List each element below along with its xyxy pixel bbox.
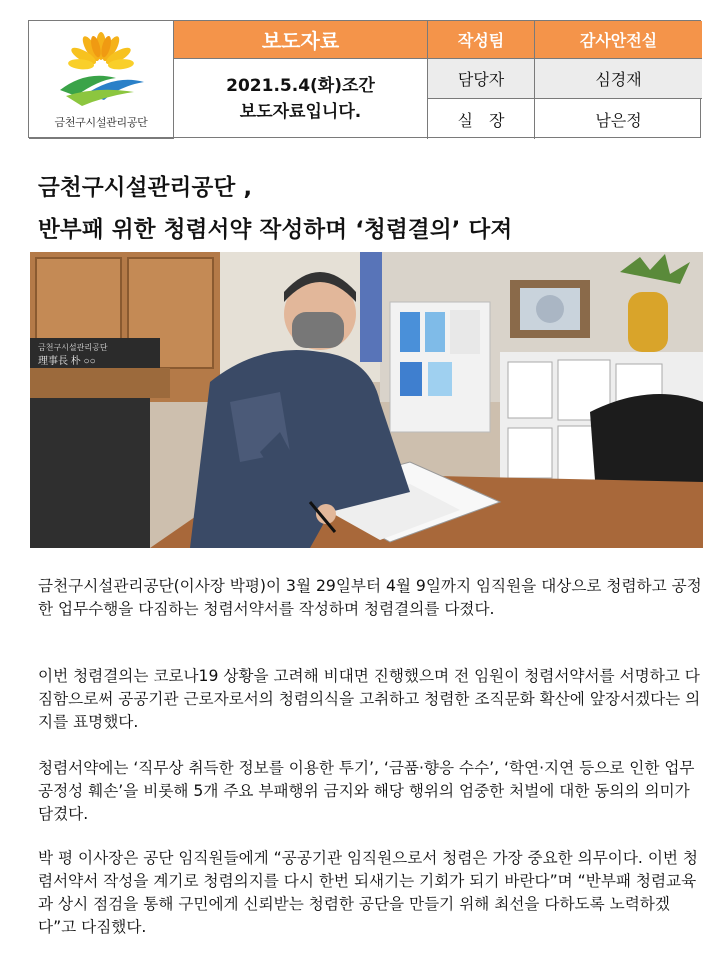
headline-line-1: 금천구시설관리공단 , xyxy=(38,175,253,201)
paragraph-1: 금천구시설관리공단(이사장 박평)이 3월 29일부터 4월 9일까지 임직원을 대상으로 청렴하고 공정한 업무수행을 다짐하는 청렴서약서를 작성하며 청렴결의를 다졌다. xyxy=(38,577,702,618)
headline-line-2: 반부패 위한 청렴서약 작성하며 ‘청렴결의’ 다져 xyxy=(38,217,513,243)
release-date xyxy=(174,59,428,139)
release-date-line: 2021.5.4(화)조간 xyxy=(226,76,375,96)
org-name: 금천구시설관리공단 xyxy=(54,115,148,129)
director-value: 남은정 xyxy=(595,110,642,130)
director-label: 실 장 xyxy=(428,99,535,139)
logo-block xyxy=(29,21,174,139)
release-date-sub: 보도자료입니다. xyxy=(239,102,362,122)
paragraph-3: 청렴서약에는 ‘직무상 취득한 정보를 이용한 투기’, ‘금품·향응 수수’, ‘학연·지연 등으로 인한 업무 공정성 훼손’을 비롯해 5개 주요 부패행위 금지와 해당 행위의 엄중한 처벌에 대한 동의의 의미가 담겼다. xyxy=(38,759,695,823)
contact-label: 담당자 xyxy=(428,59,535,99)
author-team-value: 감사안전실 xyxy=(535,21,702,59)
sunflower-logo-icon xyxy=(46,30,156,112)
nameplate-name: 理事長 朴 ○○ xyxy=(38,356,96,367)
signing-photo xyxy=(30,252,703,548)
author-team-label: 작성팀 xyxy=(428,21,535,59)
photo-illustration xyxy=(30,252,703,548)
contact-value: 심경재 xyxy=(535,59,702,99)
press-release-header xyxy=(28,20,701,138)
nameplate-top: 금천구시설관리공단 xyxy=(38,343,108,352)
paragraph-2: 이번 청렴결의는 코로나19 상황을 고려해 비대면 진행했으며 전 임원이 청렴서약서를 서명하고 다짐함으로써 공공기관 근로자로서의 청렴의식을 고취하고 청렴한 조직문화 확산에 앞장서겠다는 의지를 표명했다. xyxy=(38,667,701,731)
document-title: 보도자료 xyxy=(174,21,428,59)
paragraph-4: 박 평 이사장은 공단 임직원들에게 “공공기관 임직원으로서 청렴은 가장 중요한 의무이다. 이번 청렴서약서 작성을 계기로 청렴의지를 다시 한번 되새기는 기회가 되기 바란다”며 “반부패 청렴교육과 상시 점검을 통해 구민에게 신뢰받는 청렴한 공단을 만들기 위해 최선을 다하도록 노력하겠다”고 다짐했다. xyxy=(38,849,698,936)
